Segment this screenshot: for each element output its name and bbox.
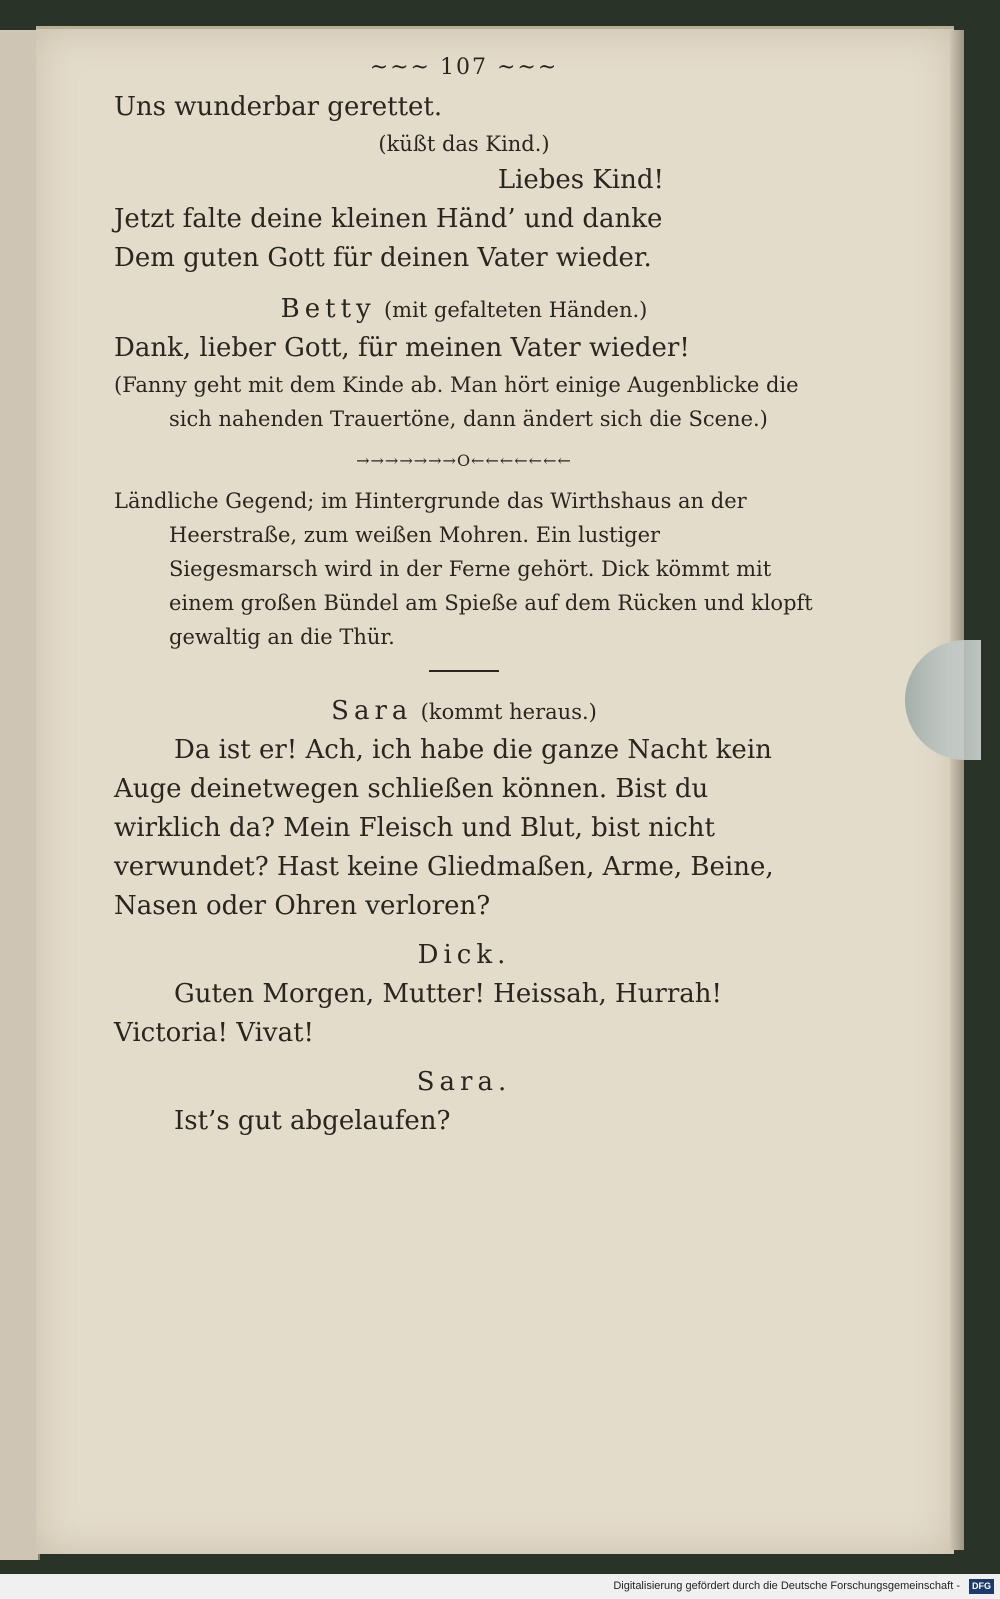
dialogue-text: Ist’s gut abgelaufen? bbox=[174, 1106, 451, 1136]
footer-credit: Digitalisierung gefördert durch die Deutsche Forschungsgemeinschaft - bbox=[613, 1580, 960, 1592]
speaker-name: Sara. bbox=[416, 1067, 512, 1097]
speaker-name: Sara bbox=[331, 696, 413, 726]
stage-direction-block: (Fanny geht mit dem Kinde ab. Man hört einige Augenblicke die sich nahenden Trauertöne, dann ändert sich die Scene.) bbox=[114, 373, 799, 431]
verse-line: Uns wunderbar gerettet. bbox=[114, 92, 443, 122]
speaker-heading bbox=[114, 692, 814, 731]
section-ornament: →→→→→→→O←←←←←←← bbox=[356, 451, 572, 470]
verse-line: Dem guten Gott für deinen Vater wieder. bbox=[114, 243, 652, 273]
dialogue-text: Da ist er! Ach, ich habe die ganze Nacht kein Auge deinetwegen schließen können. Bist du wirklich da? Mein Fleisch und Blut, bist nicht verwundet? Hast keine Gliedmaßen, Arme, Beine, Nasen oder Ohren verloren? bbox=[114, 735, 774, 921]
dialogue bbox=[114, 975, 814, 1053]
page-number: 107 bbox=[440, 55, 488, 80]
stage-direction: (mit gefalteten Händen.) bbox=[383, 298, 648, 322]
dialogue bbox=[114, 1102, 814, 1141]
verse-line: Liebes Kind! bbox=[497, 165, 664, 195]
divider-rule bbox=[429, 670, 499, 672]
speaker-heading bbox=[114, 290, 814, 329]
scene-description: Ländliche Gegend; im Hintergrunde das Wirthshaus an der Heerstraße, zum weißen Mohren. Ein lustiger Siegesmarsch wird in der Ferne gehört. Dick kömmt mit einem großen Bündel am Spieße auf dem Rücken und klopft gewaltig an die Thür. bbox=[114, 489, 813, 649]
digitization-footer bbox=[0, 1574, 1000, 1599]
verse-line: Jetzt falte deine kleinen Händ’ und danke bbox=[114, 204, 663, 234]
speaker-name: Betty bbox=[280, 294, 376, 324]
dialogue bbox=[114, 731, 814, 926]
stage-direction: (küßt das Kind.) bbox=[378, 132, 550, 156]
dfg-logo: DFG bbox=[969, 1579, 994, 1594]
page-text bbox=[114, 48, 814, 1141]
left-page-edge bbox=[0, 30, 40, 1560]
page-header bbox=[114, 48, 814, 88]
verse-line: Dank, lieber Gott, für meinen Vater wieder! bbox=[114, 333, 690, 363]
header-ornament-left: ~~~ bbox=[369, 55, 431, 80]
page-edge bbox=[950, 30, 964, 1550]
speaker-name: Dick. bbox=[417, 940, 511, 970]
header-ornament-right: ~~~ bbox=[497, 55, 559, 80]
dialogue-text: Guten Morgen, Mutter! Heissah, Hurrah! Victoria! Vivat! bbox=[114, 979, 722, 1048]
stage-direction: (kommt heraus.) bbox=[420, 700, 597, 724]
